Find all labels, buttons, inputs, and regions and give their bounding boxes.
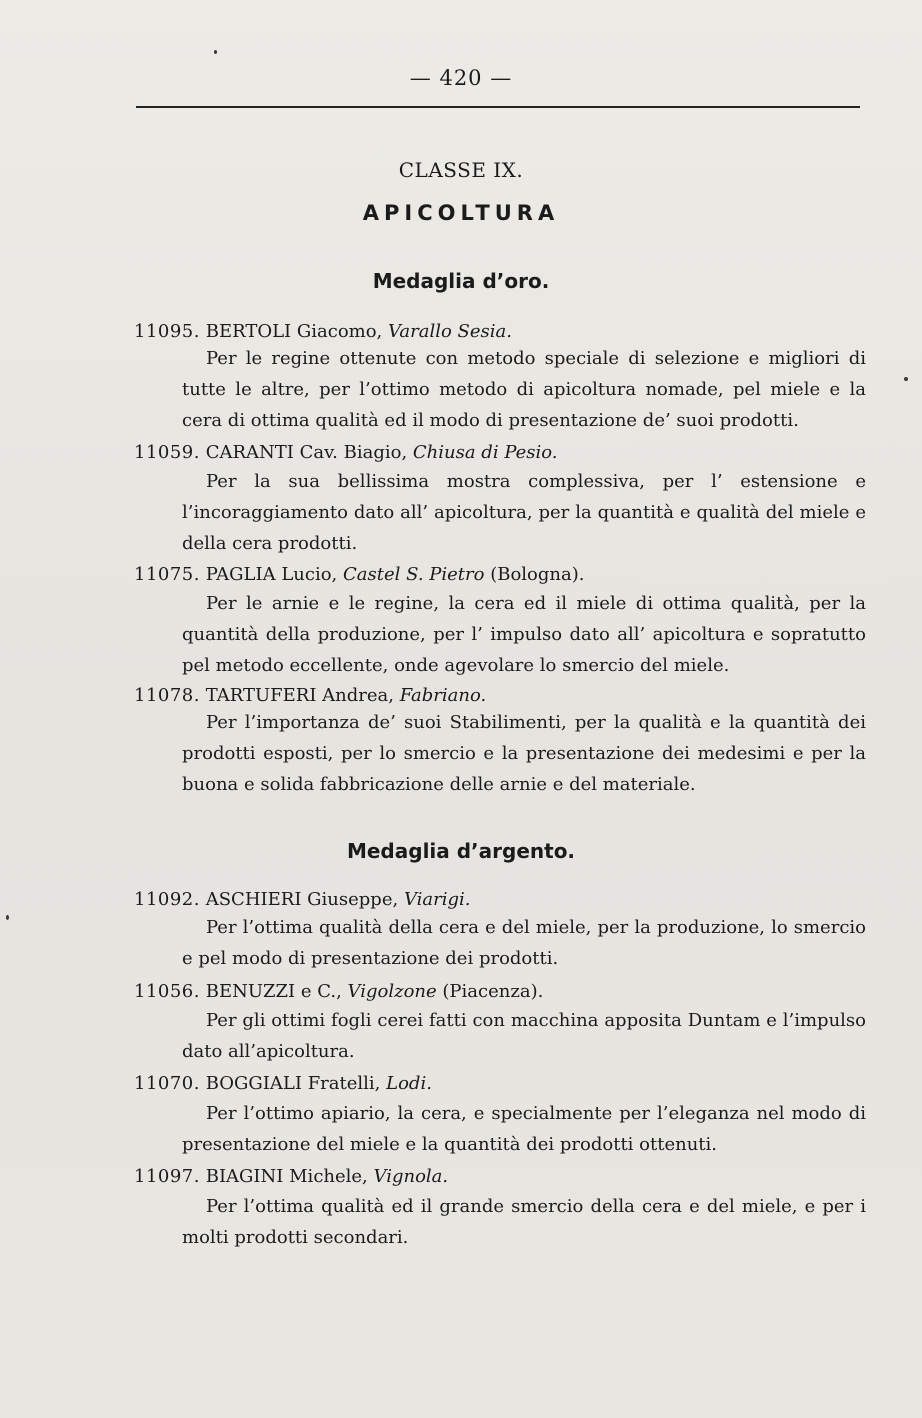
exhibitor-name: TARTUFERI Andrea, [205, 685, 394, 706]
exhibitor-place: Vigolzone [347, 981, 437, 1002]
citation-text: Per l’ottimo apiario, la cera, e specialmente per l’eleganza nel modo di presentazione del miele e la quantità dei prodotti ottenuti. [182, 1103, 866, 1155]
exhibitor-name: BENUZZI e C., [205, 981, 342, 1002]
entry-number: 11097. [134, 1166, 200, 1187]
scan-speck [904, 377, 908, 381]
entry-citation [182, 343, 866, 436]
exhibitor-name: CARANTI Cav. Biagio, [205, 442, 408, 463]
exhibitor-place: Castel S. Pietro [343, 564, 485, 585]
entry-citation [182, 588, 866, 681]
entry-number: 11059. [134, 442, 200, 463]
entry-citation [182, 707, 866, 800]
exhibitor-name: PAGLIA Lucio, [205, 564, 338, 585]
exhibitor-place: Viarigi. [403, 889, 471, 910]
exhibitor-place: Chiusa di Pesio. [412, 442, 558, 463]
header-rule [136, 106, 860, 108]
class-heading: CLASSE IX. [398, 158, 524, 182]
exhibitor-province: (Bologna). [490, 564, 585, 585]
exhibitor-place: Fabriano. [399, 685, 487, 706]
citation-text: Per le regine ottenute con metodo speciale di selezione e migliori di tutte le altre, per l’ottimo metodo di apicoltura nomade, pel miele e la cera di ottima qualità ed il modo di presentazione de’ suoi prodotti. [182, 348, 866, 431]
citation-text: Per l’importanza de’ suoi Stabilimenti, per la qualità e la quantità dei prodotti esposti, per lo smercio e la presentazione dei medesimi e per la buona e solida fabbricazione delle arnie e del materiale. [182, 712, 866, 795]
exhibitor-place: Lodi. [386, 1073, 432, 1094]
entry-citation [182, 912, 866, 974]
entry-header [134, 1161, 874, 1192]
exhibitor-name: BIAGINI Michele, [205, 1166, 368, 1187]
section-title: APICOLTURA [362, 201, 560, 225]
entry-number: 11056. [134, 981, 200, 1002]
page-number: — 420 — [409, 66, 513, 90]
entry-header [134, 976, 874, 1007]
entry-number: 11070. [134, 1073, 200, 1094]
entry-header [134, 559, 874, 590]
scan-speck [214, 50, 217, 54]
citation-text: Per l’ottima qualità ed il grande smercio della cera e del miele, e per i molti prodotti secondari. [182, 1196, 866, 1248]
citation-text: Per gli ottimi fogli cerei fatti con macchina apposita Duntam e l’impulso dato all’apicoltura. [182, 1010, 866, 1062]
entry-number: 11078. [134, 685, 200, 706]
exhibitor-province: (Piacenza). [442, 981, 544, 1002]
medal-heading-gold: Medaglia d’oro. [372, 269, 550, 293]
entry-header [134, 1068, 874, 1099]
entry-citation [182, 1098, 866, 1160]
entry-citation [182, 466, 866, 559]
entry-number: 11092. [134, 889, 200, 910]
scan-speck [6, 915, 9, 920]
citation-text: Per le arnie e le regine, la cera ed il miele di ottima qualità, per la quantità della produzione, per l’ impulso dato all’ apicoltura e sopratutto pel metodo eccellente, onde agevolare lo smercio del miele. [182, 593, 866, 676]
entry-citation [182, 1005, 866, 1067]
citation-text: Per la sua bellissima mostra complessiva, per l’ estensione e l’incoraggiamento dato all’ apicoltura, per la quantità e qualità del miele e della cera prodotti. [182, 471, 866, 554]
citation-text: Per l’ottima qualità della cera e del miele, per la produzione, lo smercio e pel modo di presentazione dei prodotti. [182, 917, 866, 969]
exhibitor-place: Vignola. [373, 1166, 449, 1187]
medal-heading-silver: Medaglia d’argento. [346, 839, 576, 863]
entry-header [134, 884, 874, 915]
entry-header [134, 437, 874, 468]
exhibitor-name: BERTOLI Giacomo, [205, 321, 383, 342]
exhibitor-name: ASCHIERI Giuseppe, [205, 889, 399, 910]
entry-number: 11075. [134, 564, 200, 585]
exhibitor-place: Varallo Sesia. [388, 321, 512, 342]
entry-citation [182, 1191, 866, 1253]
entry-number: 11095. [134, 321, 200, 342]
exhibitor-name: BOGGIALI Fratelli, [205, 1073, 381, 1094]
